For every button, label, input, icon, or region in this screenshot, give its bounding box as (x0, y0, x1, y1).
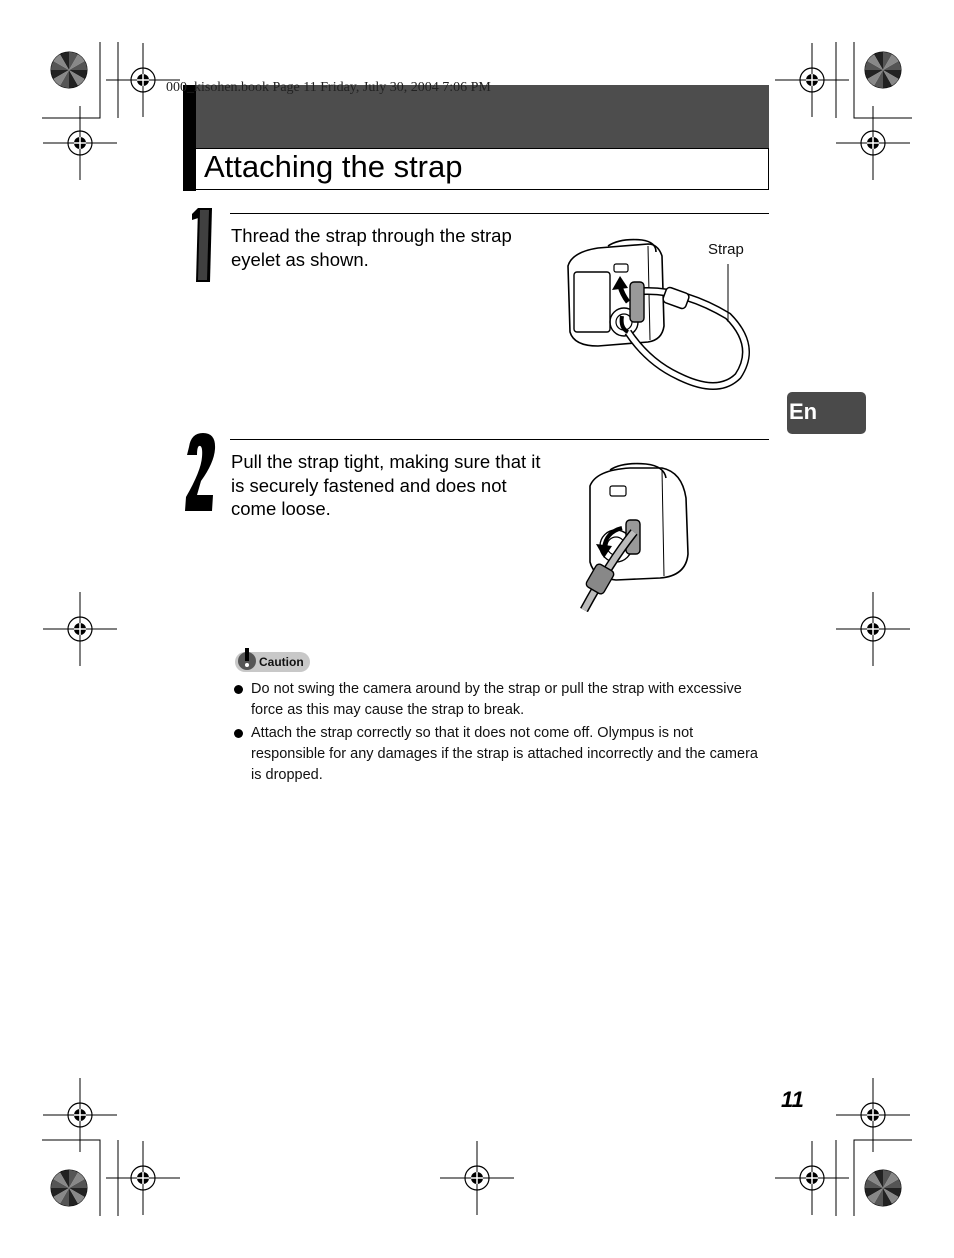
bullet-icon (234, 729, 243, 738)
caution-item-1: Do not swing the camera around by the strap or pull the strap with excessive force as this may cause the strap to break. (251, 681, 742, 718)
camera-strap-illustration (558, 236, 758, 396)
caution-item-2: Attach the strap correctly so that it does not come off. Olympus is not responsible for any damages if the strap is attached incorrectly and the camera is dropped. (251, 725, 758, 783)
header-accent-bar (183, 85, 196, 191)
book-info-line: 000_kisohen.book Page 11 Friday, July 30, 2004 7:06 PM (166, 80, 491, 95)
strap-label: Strap (708, 241, 744, 258)
page-title: Attaching the strap (204, 149, 463, 184)
step-number-2 (183, 433, 217, 516)
camera-strap-tight-illustration (570, 462, 700, 612)
caution-icon (237, 648, 257, 670)
step-1-text: Thread the strap through the strap eyelet as shown. (231, 225, 512, 270)
step-2-text: Pull the strap tight, making sure that it is securely fastened and does not come loose. (231, 451, 541, 519)
language-tab (787, 392, 866, 434)
step-number-1 (186, 208, 214, 287)
caution-badge (235, 652, 310, 672)
title-box (196, 148, 769, 190)
caution-label: Caution (259, 655, 304, 669)
step-2-rule (230, 439, 769, 440)
language-tab-label: En (789, 399, 818, 424)
bullet-icon (234, 685, 243, 694)
page-number: 11 (781, 1087, 804, 1112)
step-1-rule (230, 213, 769, 214)
